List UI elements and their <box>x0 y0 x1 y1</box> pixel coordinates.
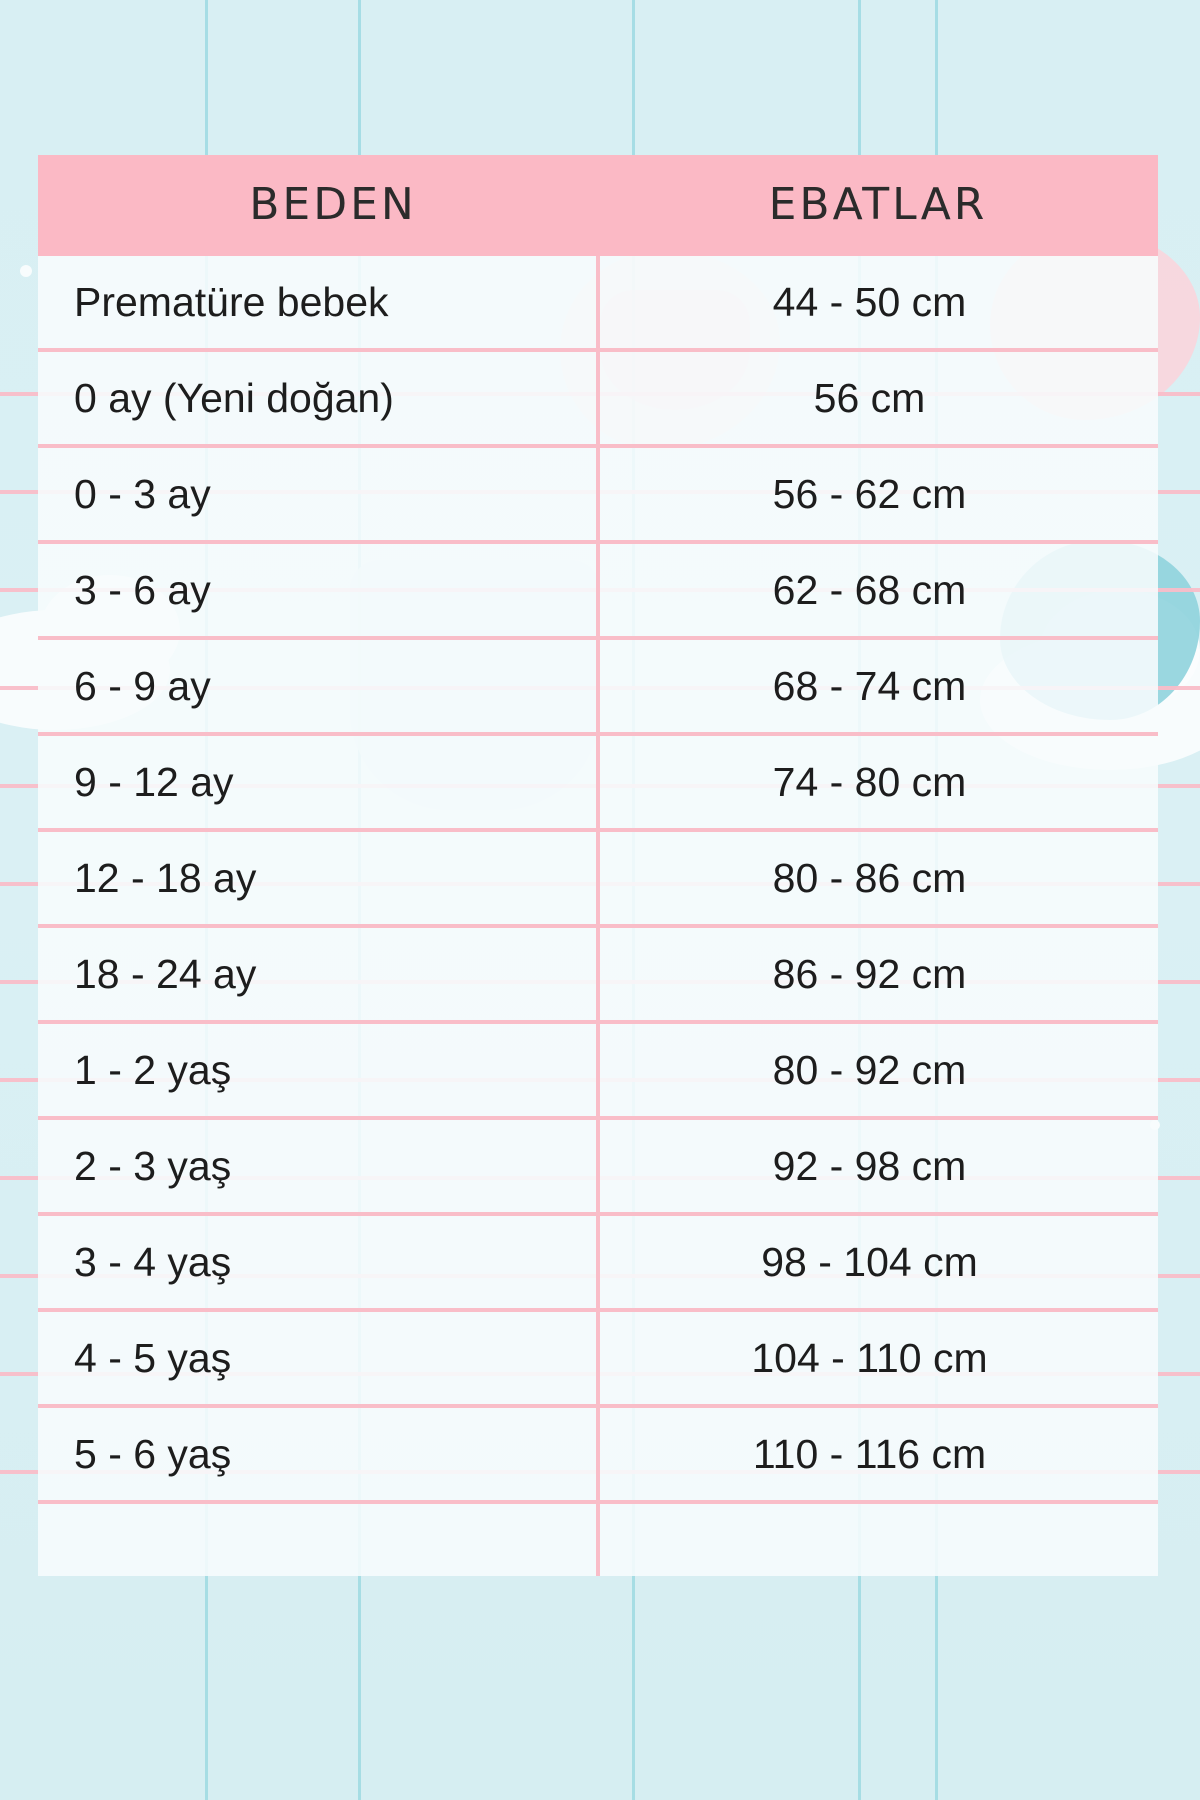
cell-size: 18 - 24 ay <box>38 926 598 1022</box>
size-chart-table <box>38 155 1158 1576</box>
cell-measure: 56 cm <box>598 350 1158 446</box>
cell-size: 3 - 6 ay <box>38 542 598 638</box>
cell-size-empty <box>38 1502 598 1576</box>
table-row <box>38 638 1158 734</box>
cell-measure: 98 - 104 cm <box>598 1214 1158 1310</box>
cell-size: 9 - 12 ay <box>38 734 598 830</box>
table-row <box>38 1406 1158 1502</box>
cell-measure: 110 - 116 cm <box>598 1406 1158 1502</box>
table-row <box>38 256 1158 350</box>
cell-size: 12 - 18 ay <box>38 830 598 926</box>
cell-measure: 62 - 68 cm <box>598 542 1158 638</box>
cell-measure: 80 - 92 cm <box>598 1022 1158 1118</box>
cell-measure: 86 - 92 cm <box>598 926 1158 1022</box>
cell-measure: 56 - 62 cm <box>598 446 1158 542</box>
cell-measure-empty <box>598 1502 1158 1576</box>
cell-size: 2 - 3 yaş <box>38 1118 598 1214</box>
table-row <box>38 1118 1158 1214</box>
cell-measure: 104 - 110 cm <box>598 1310 1158 1406</box>
table-row <box>38 350 1158 446</box>
cell-measure: 68 - 74 cm <box>598 638 1158 734</box>
table-row <box>38 542 1158 638</box>
column-header-measure: EBATLAR <box>598 155 1158 256</box>
cell-size: 1 - 2 yaş <box>38 1022 598 1118</box>
size-chart-card <box>38 155 1158 1576</box>
table-row <box>38 830 1158 926</box>
cell-size: 4 - 5 yaş <box>38 1310 598 1406</box>
cell-size: 6 - 9 ay <box>38 638 598 734</box>
cell-size: 0 ay (Yeni doğan) <box>38 350 598 446</box>
table-row <box>38 1310 1158 1406</box>
cell-measure: 80 - 86 cm <box>598 830 1158 926</box>
table-header <box>38 155 1158 256</box>
cell-measure: 74 - 80 cm <box>598 734 1158 830</box>
table-row <box>38 1214 1158 1310</box>
table-row <box>38 734 1158 830</box>
table-body <box>38 256 1158 1576</box>
cell-size: Prematüre bebek <box>38 256 598 350</box>
column-header-size: BEDEN <box>38 155 598 256</box>
table-row <box>38 1022 1158 1118</box>
cell-size: 3 - 4 yaş <box>38 1214 598 1310</box>
cell-size: 5 - 6 yaş <box>38 1406 598 1502</box>
table-row <box>38 446 1158 542</box>
table-row-spacer <box>38 1502 1158 1576</box>
cell-measure: 92 - 98 cm <box>598 1118 1158 1214</box>
cell-measure: 44 - 50 cm <box>598 256 1158 350</box>
table-header-row <box>38 155 1158 256</box>
table-row <box>38 926 1158 1022</box>
cell-size: 0 - 3 ay <box>38 446 598 542</box>
